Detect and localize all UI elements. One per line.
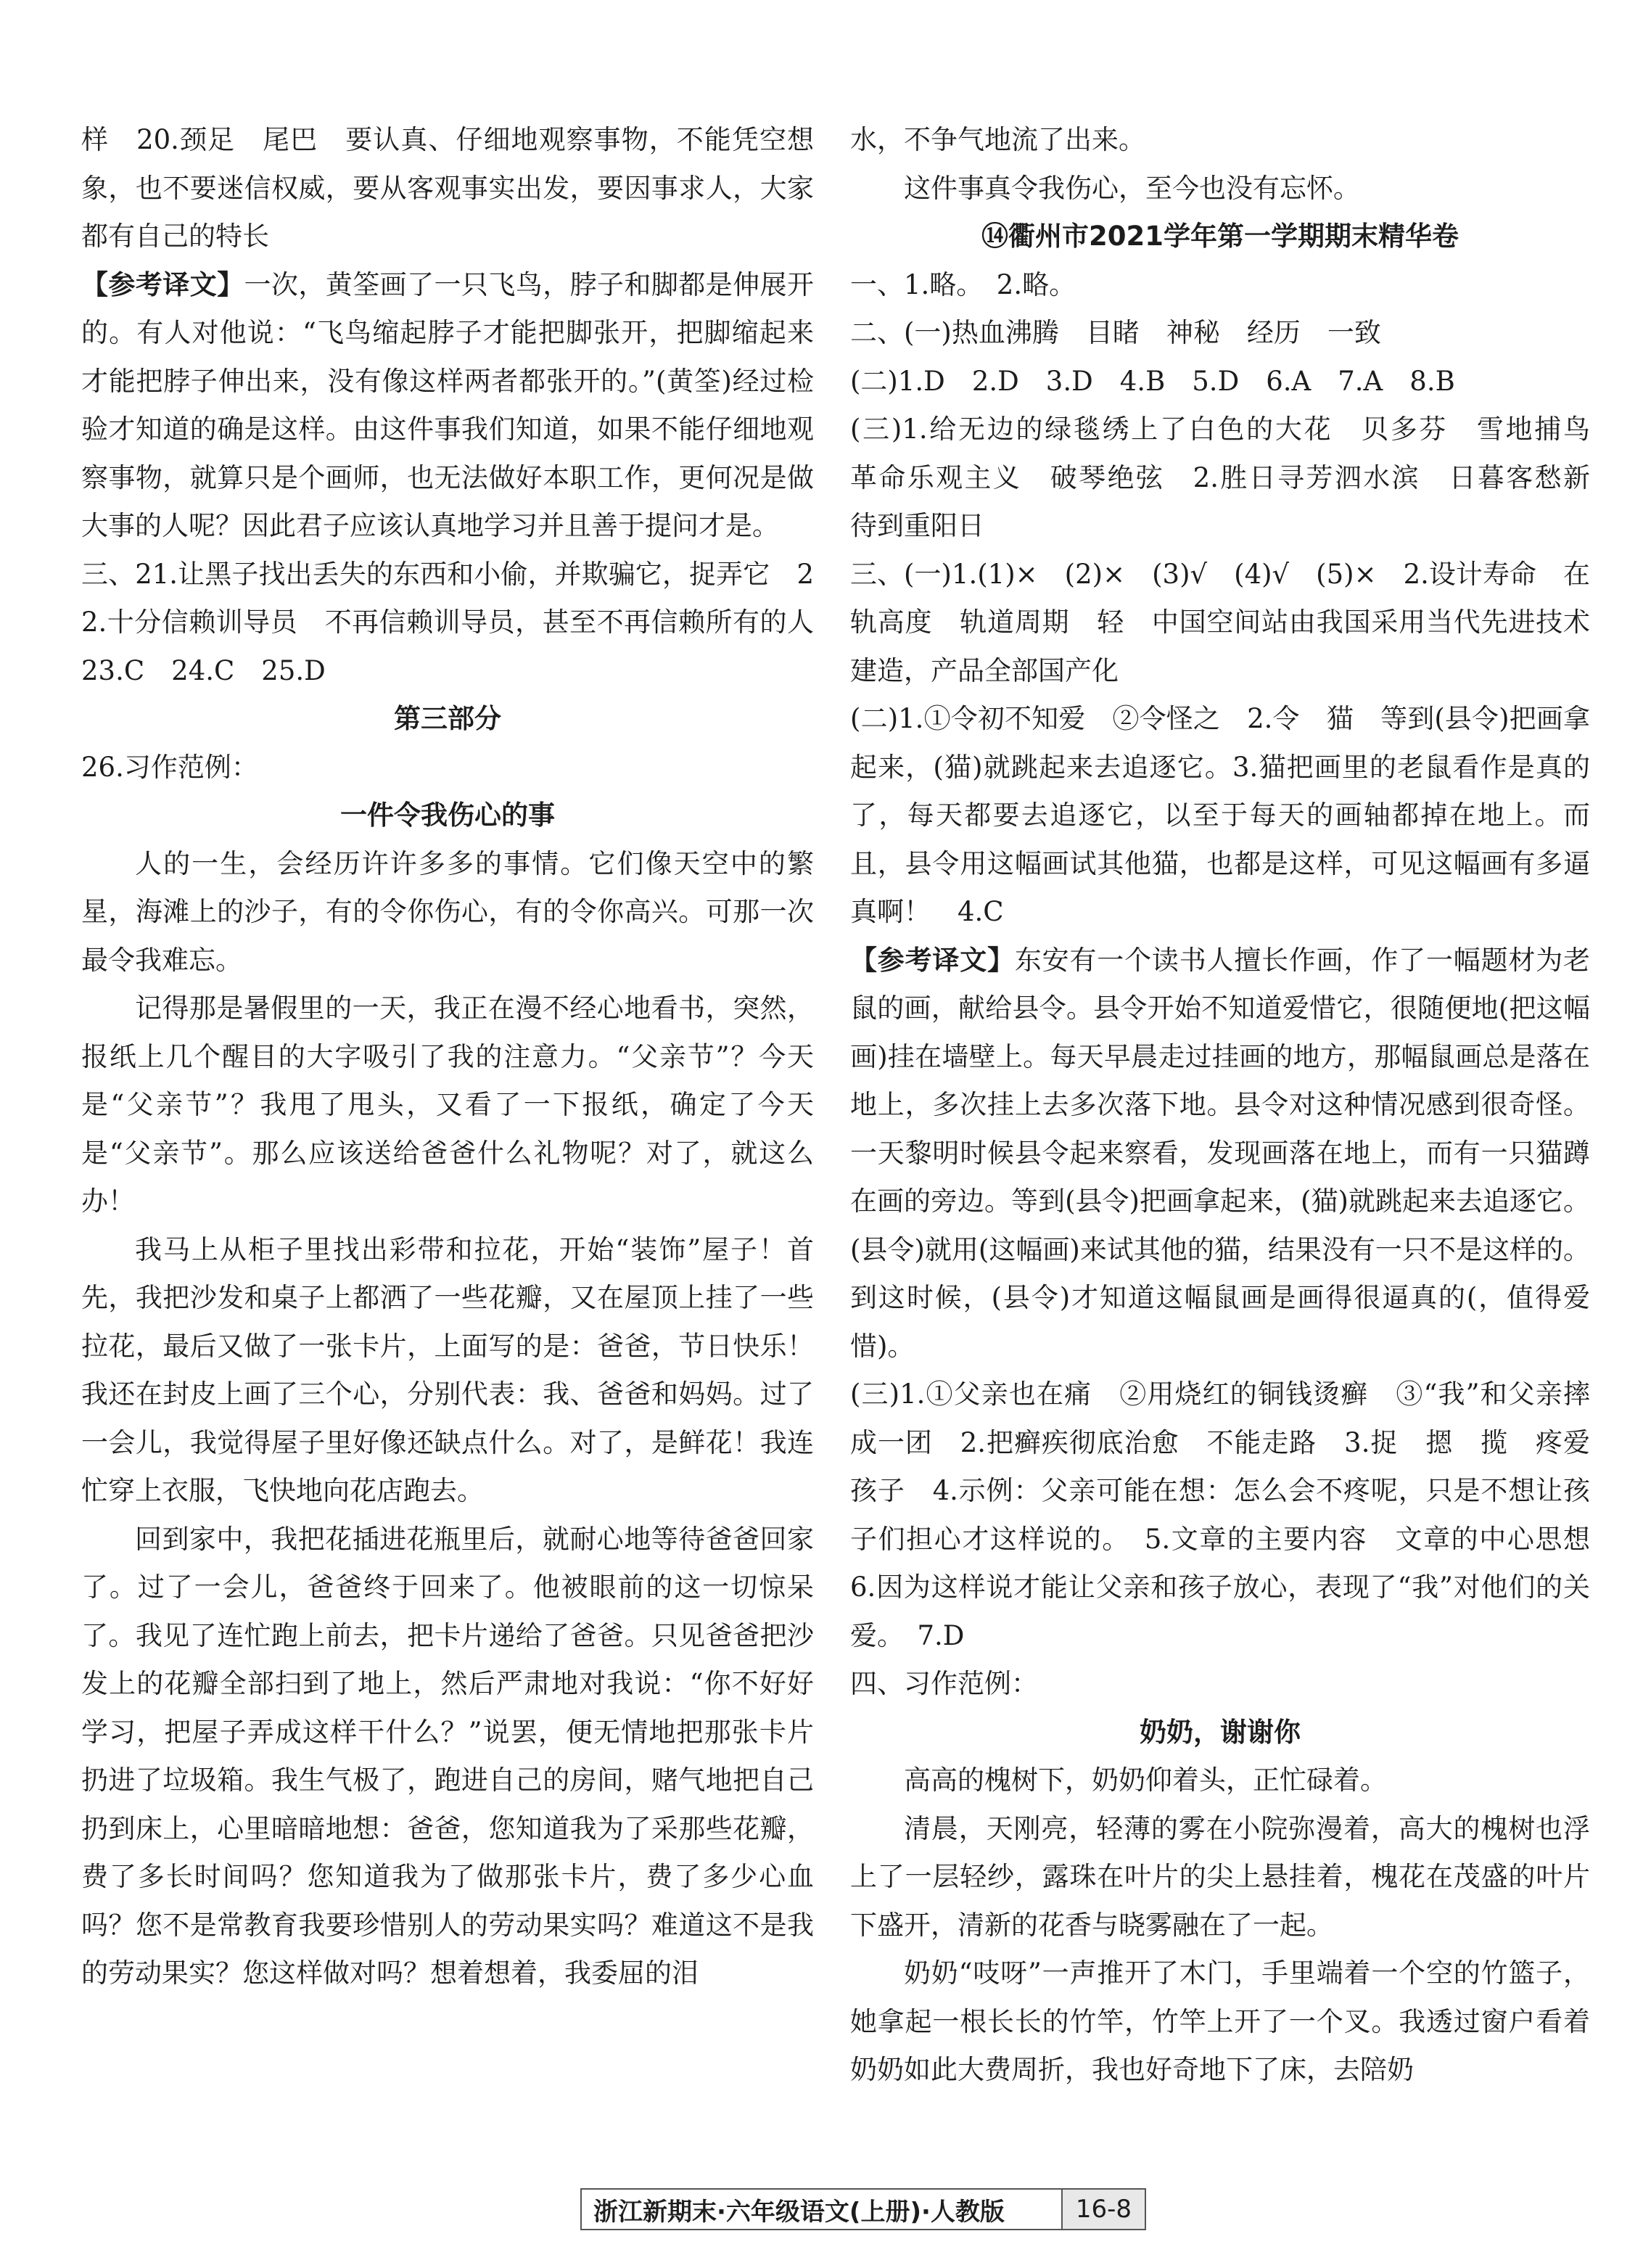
essay-ending: 这件事真令我伤心，至今也没有忘怀。 [904,172,1360,204]
answer-block-three: (三)1.①父亲也在痛 ②用烧红的铜钱烫癣 ③“我”和父亲摔成一团 2.把癣疾彻底治愈 不能走路 3.捉 摁 揽 疼爱孩子 4.示例：父亲可能在想：怎么会不疼呢，只是不想让孩子们担心才这样说的。 5.文章的主要内容 文章的中心思想 6.因为这样说才能让父亲和孩子放心，表现了“我”对他们的关爱。 7.D [850,1379,1617,1651]
book-series: 浙江新期末·六年级语文(上册)·人教版 [593,2197,1005,2227]
page-number: 16-8 [1061,2190,1145,2229]
answer-line: (三)1.给无边的绿毯绣上了白色的大花 贝多芬 雪地捕鸟 革命乐观主义 破琴绝弦 2.胜日寻芳泗水滨 日暮客愁新 待到重阳日 [850,414,1617,541]
essay-paragraph: 清晨，天刚亮，轻薄的雾在小院弥漫着，高大的槐树也浮上了一层轻纱，露珠在叶片的尖上悬挂着，槐花在茂盛的叶片下盛开，清新的花香与晓雾融在了一起。 [850,1812,1590,1941]
essay-paragraph: 人的一生，会经历许许多多的事情。它们像天空中的繁星，海滩上的沙子，有的令你伤心，有的令你高兴。可那一次最令我难忘。 [81,847,814,976]
answer-block-21-25: 三、21.让黑子找出丢失的东西和小偷，并欺骗它，捉弄它 22.十分信赖训导员 不再信赖训导员，甚至不再信赖所有的人 23.C 24.C 25.D [81,558,841,686]
essay-title: 奶奶，谢谢你 [1140,1716,1301,1748]
essay-title: 一件令我伤心的事 [340,800,555,831]
answer-line: (二)1.①令初不知爱 ②令怪之 2.令 猫 等到(县令)把画拿起来，(猫)就跳起来去追逐它。3.猫把画里的老鼠看作是真的了，每天都要去追逐它，以至于每天的画轴都掉在地上。而且，县令用这幅画试其他猫，也都是这样，可见这幅画有多逼真啊！ 4.C [850,703,1590,927]
essay-heading: 四、习作范例： [850,1668,1038,1699]
reference-translation-2 [850,937,1590,1371]
essay-continuation: 水，不争气地流了出来。 [850,124,1145,155]
reference-label: 【参考译文】 [850,944,1015,976]
answer-line: 一、1.略。 2.略。 [850,268,1076,300]
left-column [81,116,841,1998]
essay-paragraph: 记得那是暑假里的一天，我正在漫不经心地看书，突然，报纸上几个醒目的大字吸引了我的注意力。“父亲节”？今天是“父亲节”？我甩了甩头，又看了一下报纸，确定了今天是“父亲节”。那么应该送给爸爸什么礼物呢？对了，就这么办！ [81,993,814,1217]
answer-line: 三、(一)1.(1)× (2)× (3)√ (4)√ (5)× 2.设计寿命 在轨高度 轨道周期 轻 中国空间站由我国采用当代先进技术建造，产品全部国产化 [850,558,1590,686]
reference-label: 【参考译文】 [81,268,244,300]
page-footer [580,2188,1146,2230]
reference-text: 一次，黄筌画了一只飞鸟，脖子和脚都是伸展开的。有人对他说：“飞鸟缩起脖子才能把脚张开，把脚缩起来才能把脖子伸出来，没有像这样两者都张开的。”(黄筌)经过检验才知道的确是这样。由这件事我们知道，如果不能仔细地观察事物，就算只是个画师，也无法做好本职工作，更何况是做大事的人呢？因此君子应该认真地学习并且善于提问才是。 [81,268,815,541]
answer-block-20: 样 20.颈足 尾巴 要认真、仔细地观察事物，不能凭空想象，也不要迷信权威，要从客观事实出发，要因事求人，大家都有自己的特长 [81,124,814,252]
essay-paragraph: 回到家中，我把花插进花瓶里后，就耐心地等待爸爸回家了。过了一会儿，爸爸终于回来了。他被眼前的这一切惊呆了。我见了连忙跑上前去，把卡片递给了爸爸。只见爸爸把沙发上的花瓣全部扫到了地上，然后严肃地对我说：“你不好好学习，把屋子弄成这样干什么？”说罢，便无情地把那张卡片扔进了垃圾箱。我生气极了，跑进自己的房间，赌气地把自己扔到床上，心里暗暗地想：爸爸，您知道我为了采那些花瓣，费了多长时间吗？您知道我为了做那张卡片，费了多少心血吗？您不是常教育我要珍惜别人的劳动果实吗？难道这不是我的劳动果实？您这样做对吗？想着想着，我委屈的泪 [81,1523,814,1989]
right-column [850,116,1617,2095]
essay-paragraph: 我马上从柜子里找出彩带和拉花，开始“装饰”屋子！首先，我把沙发和桌子上都洒了一些花瓣，又在屋顶上挂了一些拉花，最后又做了一张卡片，上面写的是：爸爸，节日快乐！我还在封皮上画了三个心，分别代表：我、爸爸和妈妈。过了一会儿，我觉得屋子里好像还缺点什么。对了，是鲜花！我连忙穿上衣服，飞快地向花店跑去。 [81,1233,814,1506]
essay-heading: 26.习作范例： [81,751,258,783]
essay-paragraph: 高高的槐树下，奶奶仰着头，正忙碌着。 [904,1764,1387,1796]
answer-line: 二、(一)热血沸腾 目睹 神秘 经历 一致 [850,317,1381,348]
reference-text: 东安有一个读书人擅长作画，作了一幅题材为老鼠的画，献给县令。县令开始不知道爱惜它，很随便地(把这幅画)挂在墙壁上。每天早晨走过挂画的地方，那幅鼠画总是落在地上，多次挂上去多次落下地。县令对这种情况感到很奇怪。一天黎明时候县令起来察看，发现画落在地上，而有一只猫蹲在画的旁边。等到(县令)把画拿起来，(猫)就跳起来去追逐它。(县令)就用(这幅画)来试其他的猫，结果没有一只不是这样的。到这时候，(县令)才知道这幅鼠画是画得很逼真的(，值得爱惜)。 [850,944,1591,1362]
reference-translation-1 [81,261,814,551]
section-title: 第三部分 [394,703,501,734]
essay-paragraph: 奶奶“吱呀”一声推开了木门，手里端着一个空的竹篮子，她拿起一根长长的竹竿，竹竿上开了一个叉。我透过窗户看着奶奶如此大费周折，我也好奇地下了床，去陪奶 [850,1957,1590,2085]
exam-title: ⑭衢州市2021学年第一学期期末精华卷 [981,221,1459,252]
answer-line: (二)1.D 2.D 3.D 4.B 5.D 6.A 7.A 8.B [850,365,1455,397]
